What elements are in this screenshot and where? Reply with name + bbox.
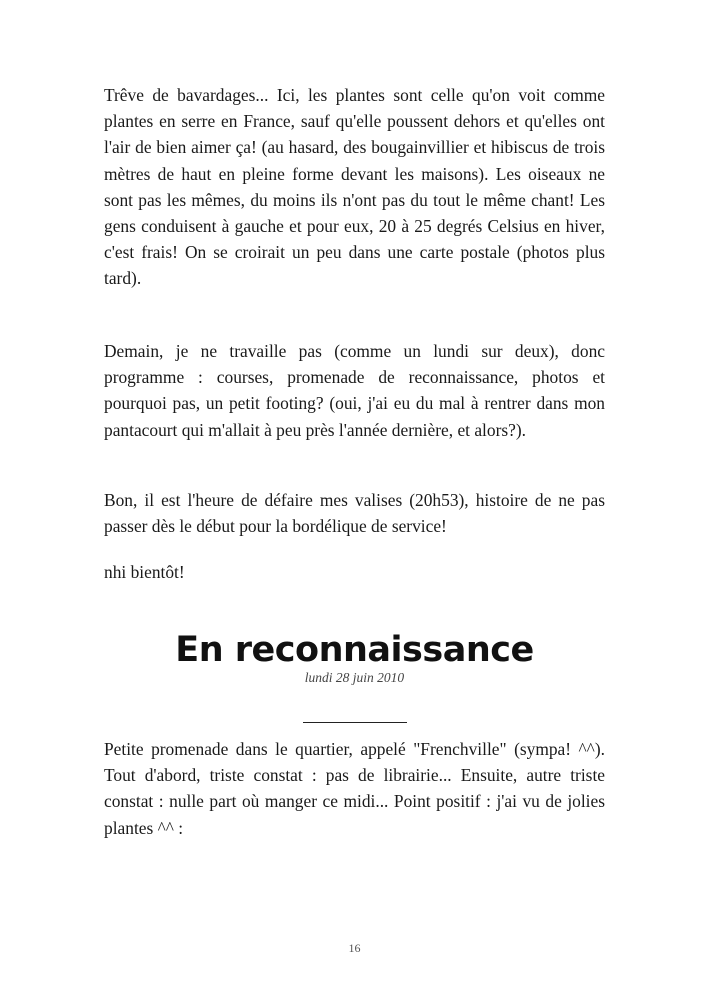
page-number: 16 bbox=[348, 941, 361, 955]
paragraph-signoff: nhi bientôt! bbox=[104, 562, 185, 582]
chapter-date: lundi 28 juin 2010 bbox=[304, 670, 405, 685]
paragraph-intro: Trêve de bavardages... Ici, les plantes sont celle qu'on voit comme plantes en serre en France, sauf qu'elle poussent dehors et qu'elles ont l'air de bien aimer ça! (au hasard, des bougainvillier et hibiscus de trois mètres de haut en pleine forme devant les maisons). Les oiseaux ne sont pas les mêmes, du moins ils n'ont pas du tout le même chant! Les gens conduisent à gauche et pour eux, 20 à 25 degrés Celsius en hiver, c'est frais! On se croirait un peu dans une carte postale (photos plus tard). bbox=[104, 85, 605, 289]
chapter-title: En reconnaissance bbox=[175, 630, 534, 670]
separator-line bbox=[303, 722, 407, 723]
paragraph-plans: Demain, je ne travaille pas (comme un lundi sur deux), donc programme : courses, promenade de reconnaissance, photos et pourquoi pas, un petit footing? (oui, j'ai eu du mal à rentrer dans mon pantacourt qui m'allait à peu près l'année dernière, et alors?). bbox=[104, 341, 605, 440]
paragraph-chapter-body: Petite promenade dans le quartier, appelé "Frenchville" (sympa! ^^). Tout d'abord, triste constat : pas de librairie... Ensuite, autre triste constat : nulle part où manger ce midi... Point positif : j'ai vu de jolies plantes ^^ : bbox=[104, 739, 605, 838]
paragraph-unpacking: Bon, il est l'heure de défaire mes valises (20h53), histoire de ne pas passer dès le début pour la bordélique de service! bbox=[104, 490, 605, 537]
